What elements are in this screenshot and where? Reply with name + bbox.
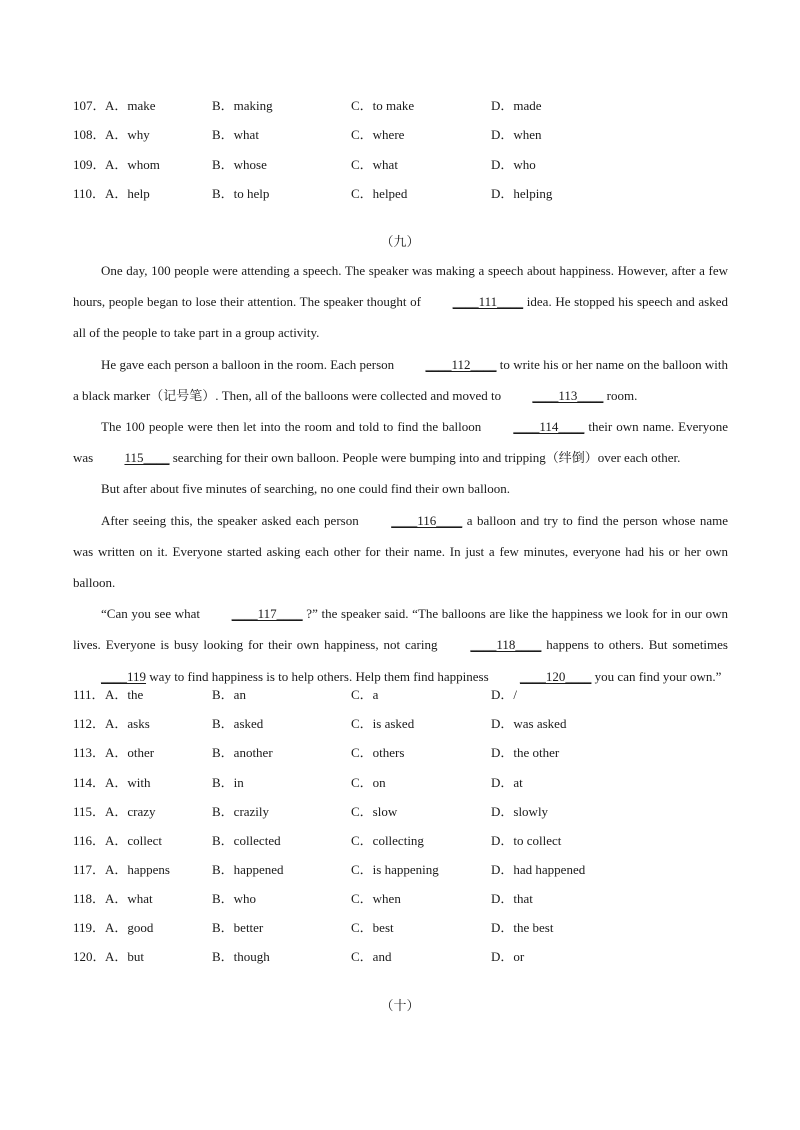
option-a: A．with [105, 775, 151, 790]
blank-112: ____112____ [425, 356, 497, 372]
passage-text: He gave each person a balloon in the room. Each person [101, 356, 398, 372]
option-b: B．another [212, 745, 273, 760]
section-title-10: （十） [380, 998, 420, 1013]
option-a: A．good [105, 920, 154, 935]
option-c: C．a [351, 687, 379, 702]
option-a: A．other [105, 745, 155, 760]
option-a: A．asks [105, 716, 150, 731]
option-a: A．the [105, 687, 144, 702]
option-c: C．to make [351, 98, 415, 113]
question-number: 109． [73, 157, 106, 172]
option-b: B．crazily [212, 804, 270, 819]
option-a: A．whom [105, 157, 160, 172]
option-a: A．help [105, 186, 150, 201]
option-c: C．best [351, 920, 394, 935]
question-number: 117． [73, 862, 106, 877]
passage-text: One day, 100 people were attending a speech. The speaker was making a speech about happiness. However, after a few hours, people began to lose their attention. The speaker thought of [73, 263, 728, 310]
question-number: 113． [73, 745, 106, 760]
blank-113: ____113____ [532, 387, 604, 403]
blank-119: ____119 [101, 668, 147, 684]
option-c: C．where [351, 127, 405, 142]
option-b: B．whose [212, 157, 267, 172]
option-c: C．what [351, 157, 398, 172]
question-number: 114． [73, 775, 106, 790]
option-d: D．helping [491, 186, 553, 201]
passage-text: you can find your own.” [591, 668, 722, 684]
option-b: B．making [212, 98, 273, 113]
option-d: D．when [491, 127, 542, 142]
question-number: 120． [73, 949, 106, 964]
option-b: B．what [212, 127, 259, 142]
blank-115: 115____ [124, 450, 170, 466]
option-c: C．and [351, 949, 392, 964]
option-b: B．to help [212, 186, 270, 201]
question-number: 116． [73, 833, 106, 848]
passage-text: happens to others. But sometimes [541, 637, 728, 653]
passage-text: After seeing this, the speaker asked each person [101, 512, 364, 528]
option-a: A．happens [105, 862, 170, 877]
passage-text: searching for their own balloon. People were bumping into and tripping（绊倒）over each other. [169, 450, 681, 466]
option-d: D．slowly [491, 804, 549, 819]
option-d: D．made [491, 98, 542, 113]
option-d: D．who [491, 157, 536, 172]
blank-114: ____114____ [513, 419, 585, 435]
option-d: D．that [491, 891, 533, 906]
option-d: D．was asked [491, 716, 567, 731]
passage-text: ?” the speaker said. “The balloons are like the happiness we look for in our own lives. Everyone is busy looking for their own happiness, not caring [73, 606, 728, 653]
option-d: D．had happened [491, 862, 586, 877]
question-number: 108． [73, 127, 106, 142]
blank-118: ____118____ [470, 637, 542, 653]
option-b: B．better [212, 920, 264, 935]
passage-text: room. [603, 387, 638, 403]
option-a: A．make [105, 98, 156, 113]
passage-text: idea. He stopped his speech and asked all of the people to take part in a group activity. [73, 294, 728, 341]
passage-paragraph-6 [73, 598, 728, 692]
passage-text: their own name. Everyone was [73, 419, 728, 466]
question-number: 118． [73, 891, 106, 906]
option-c: C．on [351, 775, 386, 790]
passage-text: to write his or her name on the balloon with a black marker（记号笔）. Then, all of the balloons were collected and moved to [73, 356, 729, 403]
question-number: 107． [73, 98, 106, 113]
option-c: C．others [351, 745, 405, 760]
question-number: 112． [73, 716, 106, 731]
blank-117: ____117____ [231, 606, 303, 622]
section-title-9: （九） [380, 234, 420, 249]
passage-paragraph-4: But after about five minutes of searching, no one could find their own balloon. [101, 481, 511, 497]
option-b: B．in [212, 775, 244, 790]
option-c: C．collecting [351, 833, 424, 848]
passage-paragraph-3 [73, 411, 728, 473]
passage-paragraph-1 [73, 255, 728, 349]
question-number: 119． [73, 920, 106, 935]
option-c: C．is happening [351, 862, 439, 877]
passage-paragraph-2 [73, 349, 728, 411]
option-c: C．when [351, 891, 401, 906]
option-a: A．collect [105, 833, 163, 848]
option-a: A．what [105, 891, 153, 906]
option-d: D．/ [491, 687, 518, 702]
option-d: D．the best [491, 920, 554, 935]
passage-text: a balloon and try to find the person whose name was written on it. Everyone started asking each other for their name. In just a few minutes, everyone had his or her own balloon. [73, 512, 728, 591]
passage-text: way to find happiness is to help others. Help them find happiness [146, 668, 492, 684]
option-b: B．asked [212, 716, 264, 731]
passage-paragraph-5 [73, 505, 728, 599]
option-c: C．is asked [351, 716, 415, 731]
blank-120: ____120____ [519, 668, 592, 684]
option-c: C．helped [351, 186, 408, 201]
option-b: B．an [212, 687, 246, 702]
passage-text: “Can you see what [101, 606, 204, 622]
option-a: A．crazy [105, 804, 156, 819]
question-number: 110． [73, 186, 106, 201]
option-d: D．to collect [491, 833, 562, 848]
question-number: 111． [73, 687, 105, 702]
option-b: B．happened [212, 862, 284, 877]
option-b: B．collected [212, 833, 281, 848]
blank-111: ____111____ [452, 294, 524, 310]
passage [73, 255, 728, 692]
blank-116: ____116____ [391, 512, 463, 528]
option-d: D．at [491, 775, 523, 790]
option-b: B．who [212, 891, 257, 906]
passage-text: The 100 people were then let into the room and told to find the balloon [101, 419, 486, 435]
option-a: A．why [105, 127, 150, 142]
option-c: C．slow [351, 804, 398, 819]
option-d: D．the other [491, 745, 560, 760]
option-a: A．but [105, 949, 145, 964]
question-number: 115． [73, 804, 106, 819]
option-d: D．or [491, 949, 525, 964]
option-b: B．though [212, 949, 270, 964]
